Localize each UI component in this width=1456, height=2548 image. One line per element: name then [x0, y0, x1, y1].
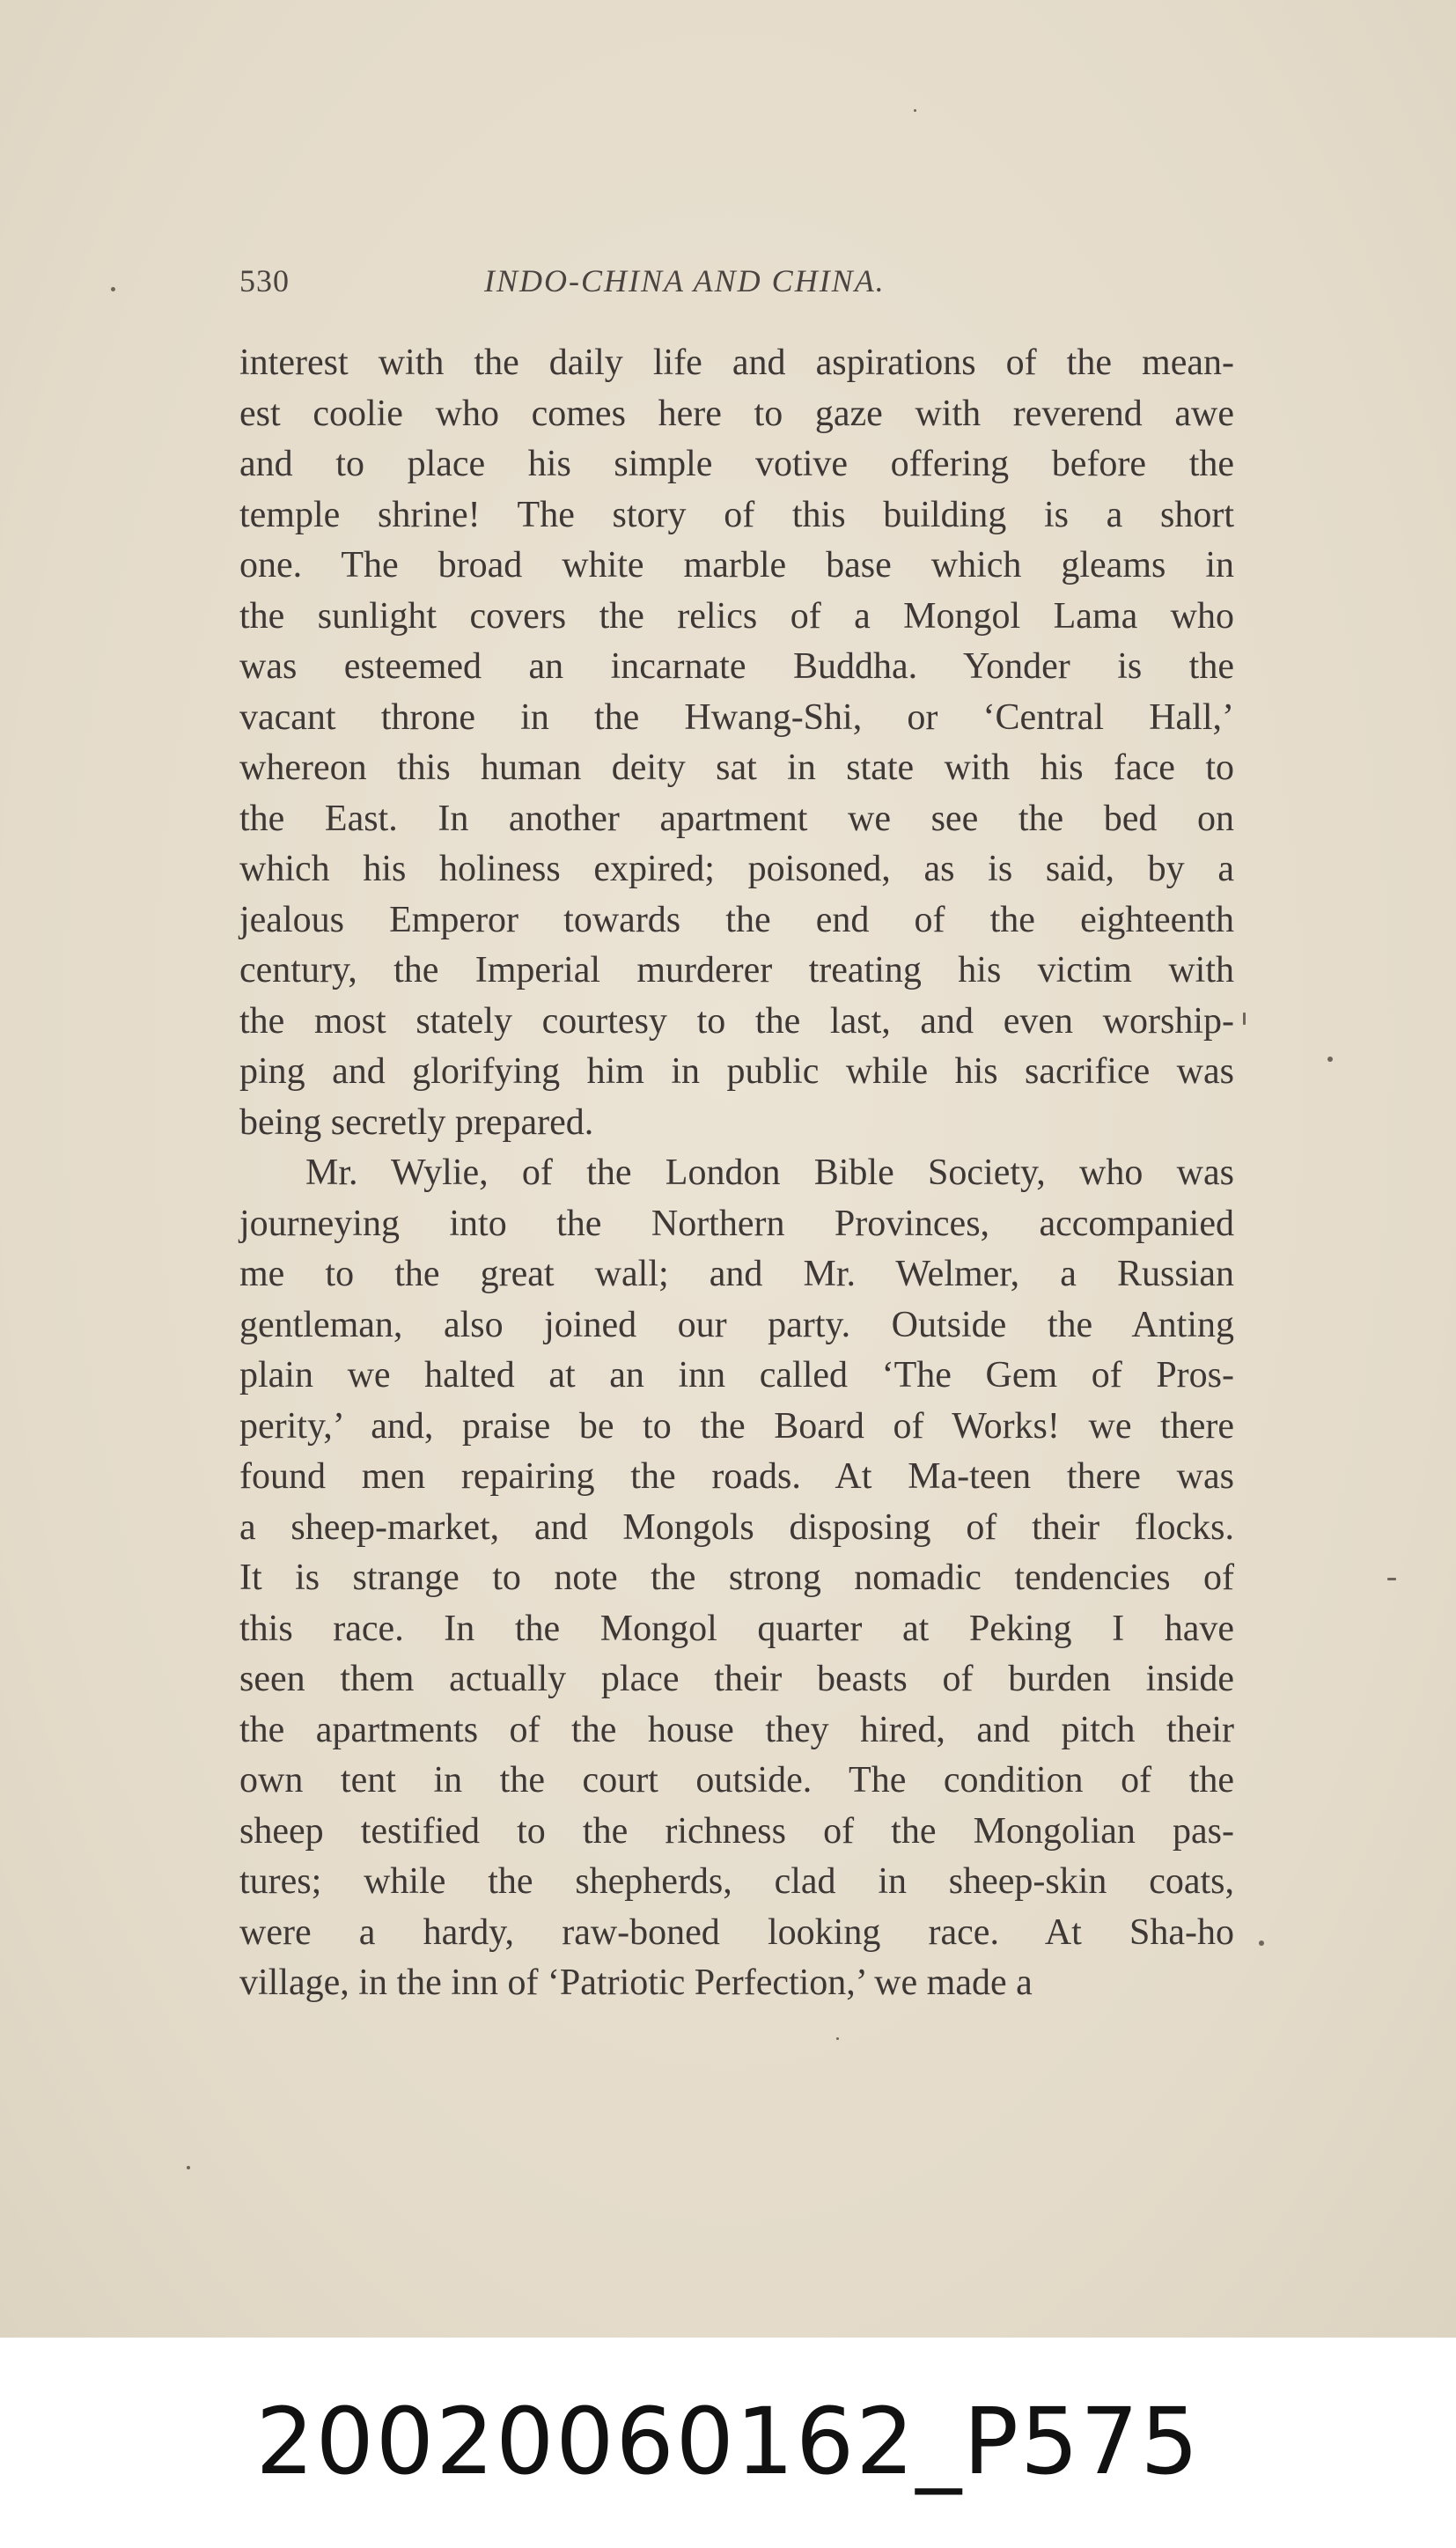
text-line: Mr. Wylie, of the London Bible Society, who was: [305, 1152, 1234, 1193]
text-line: the most stately courtesy to the last, and even worship-: [239, 1000, 1234, 1042]
text-line: the East. In another apartment we see the bed on: [239, 798, 1234, 839]
text-line: It is strange to note the strong nomadic tendencies of: [239, 1558, 1234, 1598]
text-line: village, in the inn of ‘Patriotic Perfection,’ we made a: [239, 1963, 1033, 2003]
text-line: me to the great wall; and Mr. Welmer, a Russian: [239, 1254, 1234, 1294]
scan-speck: [836, 2037, 839, 2040]
text-line: perity,’ and, praise be to the Board of Works! we there: [239, 1405, 1234, 1447]
text-line: this race. In the Mongol quarter at Peking I have: [239, 1608, 1234, 1649]
running-title: INDO-CHINA AND CHINA.: [484, 263, 886, 298]
text-line: journeying into the Northern Provinces, accompanied: [239, 1203, 1234, 1244]
scan-speck: [1327, 1057, 1333, 1062]
text-line: own tent in the court outside. The condition of the: [239, 1760, 1234, 1801]
scan-speck: [1387, 1578, 1396, 1580]
text-line: the sunlight covers the relics of a Mongol Lama who: [239, 595, 1234, 637]
text-line: was esteemed an incarnate Buddha. Yonder is the: [239, 646, 1234, 687]
text-line: whereon this human deity sat in state with his face to: [239, 747, 1234, 788]
text-line: being secretly prepared.: [239, 1101, 594, 1143]
text-line: century, the Imperial murderer treating his victim with: [239, 950, 1234, 990]
text-line: est coolie who comes here to gaze with reverend awe: [239, 393, 1234, 434]
page-number: 530: [239, 263, 290, 298]
scan-speck: [111, 287, 115, 291]
text-line: and to place his simple votive offering before the: [239, 444, 1234, 484]
text-line: a sheep-market, and Mongols disposing of their flocks.: [239, 1506, 1234, 1548]
text-line: one. The broad white marble base which gleams in: [239, 545, 1234, 585]
text-line: tures; while the shepherds, clad in sheep-skin coats,: [239, 1861, 1234, 1902]
text-line: seen them actually place their beasts of burden inside: [239, 1659, 1234, 1699]
text-line: plain we halted at an inn called ‘The Gem of Pros-: [239, 1355, 1234, 1396]
text-line: interest with the daily life and aspirations of the mean-: [239, 342, 1234, 383]
body-text: [239, 338, 1234, 2009]
text-line: which his holiness expired; poisoned, as is said, by a: [239, 849, 1234, 889]
text-line: vacant throne in the Hwang-Shi, or ‘Central Hall,’: [239, 696, 1234, 738]
text-line: jealous Emperor towards the end of the eighteenth: [239, 899, 1234, 940]
scan-speck: [914, 109, 916, 112]
text-line: gentleman, also joined our party. Outside the Anting: [239, 1304, 1234, 1345]
reference-label: 20020060162_P575: [255, 2388, 1201, 2495]
scan-speck: [1243, 1013, 1246, 1025]
text-line: were a hardy, raw-boned looking race. At Sha-ho: [239, 1911, 1234, 1953]
text-line: the apartments of the house they hired, and pitch their: [239, 1709, 1234, 1750]
scan-speck: [187, 2166, 190, 2169]
text-line: found men repairing the roads. At Ma-teen there was: [239, 1456, 1234, 1497]
scan-speck: [1259, 1940, 1264, 1946]
text-line: ping and glorifying him in public while his sacrifice was: [239, 1051, 1234, 1092]
page-header: [239, 262, 1234, 306]
text-line: sheep testified to the richness of the Mongolian pas-: [239, 1810, 1234, 1852]
text-line: temple shrine! The story of this building is a short: [239, 494, 1234, 535]
